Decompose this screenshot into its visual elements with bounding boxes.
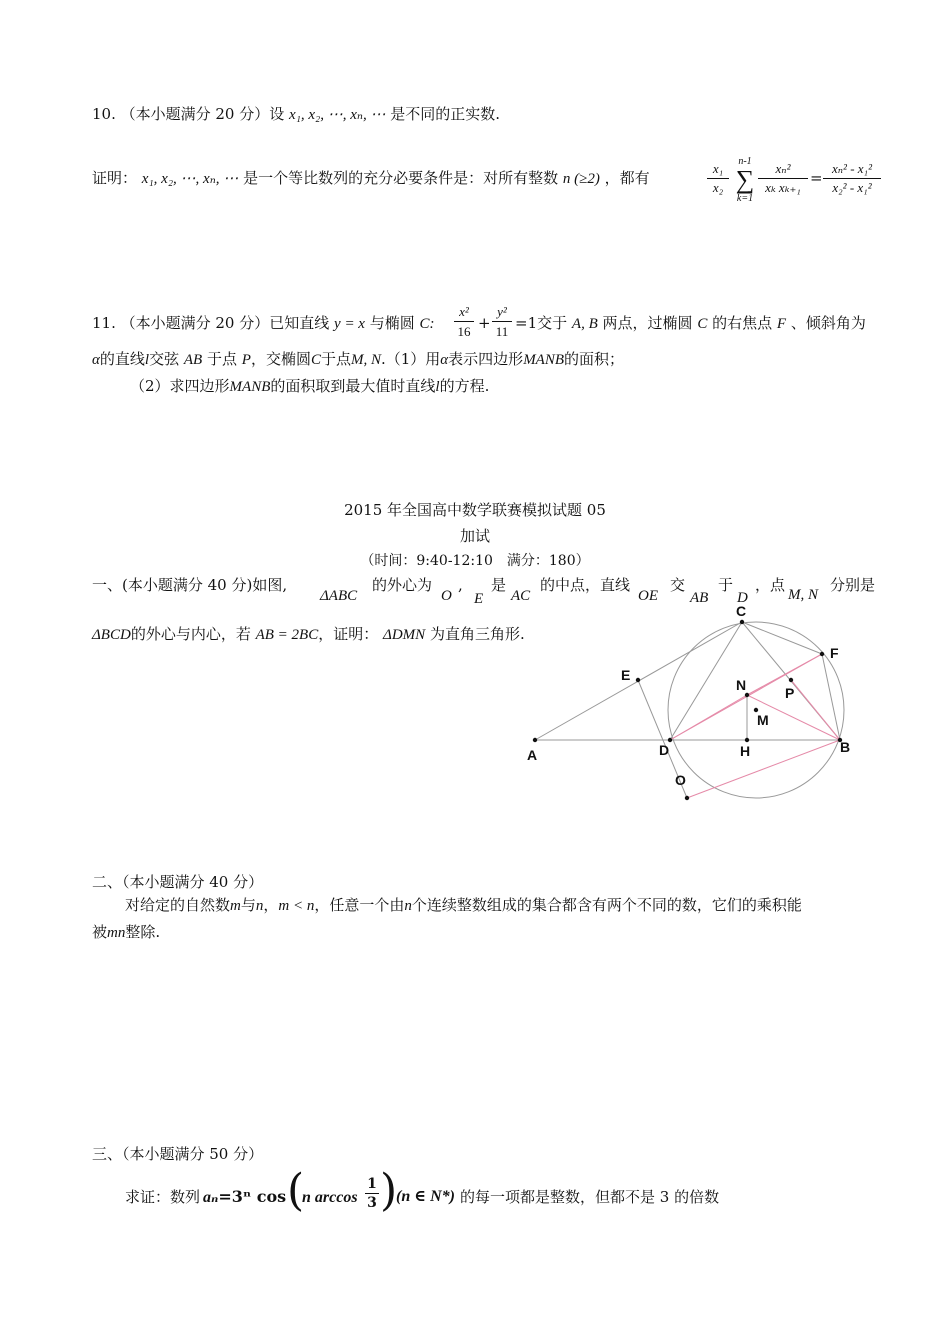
point-f [820, 652, 824, 656]
p1-MN: M, N [788, 587, 818, 603]
p3-tail: 的每一项都是整数，但都不是 3 的倍数 [460, 1188, 720, 1206]
q10-line2: 证明： x₁, x₂, ⋯, xₙ, ⋯ 是一个等比数列的充分必要条件是：对所有整数 n (≥2) ，都有 [92, 169, 650, 187]
segment-fb [822, 654, 840, 740]
p1-E: E [474, 591, 484, 607]
label-p: P [785, 685, 795, 701]
p3-an-expr: aₙ=3ⁿ cos [203, 1187, 287, 1206]
p3-rparen: ) [380, 1165, 398, 1216]
label-e: E [621, 667, 631, 683]
p1-t3: 的中点，直线 [540, 576, 631, 594]
point-a [533, 738, 537, 742]
q11-line3: （2）求四边形MANB的面积取到最大值时直线l的方程. [130, 377, 490, 395]
label-a: A [527, 747, 538, 763]
point-n [745, 693, 749, 697]
point-e [636, 678, 640, 682]
p3-cond: (n ∈ N*) [396, 1188, 455, 1205]
p1-t5: 于 [718, 576, 734, 594]
label-h: H [740, 743, 751, 759]
q11-plus: + [478, 314, 491, 332]
label-o: O [675, 772, 686, 788]
p1-t7: 分别是 [830, 576, 876, 594]
p1-t1: 的外心为 [372, 576, 433, 594]
segment-cd [670, 622, 742, 740]
p1-comma: , [458, 576, 463, 594]
q10-frac-1: x₁ x₂ [707, 160, 729, 197]
exam-time: （时间：9:40-12:10 满分：180） [360, 553, 590, 569]
exam-title: 2015 年全国高中数学联赛模拟试题 05 [344, 501, 606, 519]
label-m: M [757, 712, 769, 728]
q11-line1: 11. （本小题满分 20 分）已知直线 y = x 与椭圆 C: [92, 314, 435, 332]
p1-OE: OE [638, 588, 658, 604]
label-c: C [736, 603, 747, 619]
p1-AC: AC [511, 588, 531, 604]
p1-AB: AB [690, 590, 709, 606]
point-p [789, 678, 793, 682]
q11-line1-rest: =1交于 A, B 两点，过椭圆 C 的右焦点 F 、倾斜角为 [515, 314, 866, 332]
exam-subtitle: 加试 [459, 527, 490, 545]
label-b: B [840, 739, 851, 755]
label-n: N [736, 677, 747, 693]
p1-D: D [737, 590, 748, 606]
p2-line2: 被mn整除. [92, 923, 161, 941]
p2-line1: 对给定的自然数m与n，m < n，任意一个由n个连续整数组成的集合都含有两个不同的数，它们的乘积能 [125, 896, 802, 914]
p3-lparen: ( [287, 1165, 305, 1216]
point-c [740, 620, 744, 624]
q10-line1: 10. （本小题满分 20 分）设 x₁, x₂, ⋯, xₙ, ⋯ 是不同的正实数. [92, 105, 501, 123]
q11-frac-x: x² 16 [454, 302, 474, 341]
p1-tri-abc: ΔABC [320, 588, 358, 604]
q11-line2: α的直线l交弦 AB 于点 P，交椭圆C于点M, N.（1）用α表示四边形MANB的面积； [92, 350, 625, 368]
p2-head: 二、（本小题满分 40 分） [92, 873, 264, 891]
point-h [745, 738, 749, 742]
p3-n-arccos: n arccos [302, 1189, 358, 1206]
segment-cf [742, 622, 822, 654]
p3-prove: 求证：数列 [125, 1188, 201, 1206]
p1-head: 一、(本小题满分 40 分)如图, [92, 576, 288, 594]
segment-pb [791, 680, 840, 740]
p1-t4: 交 [670, 576, 686, 594]
q10-frac-3: xₙ² - x₁² x₂² - x₁² [823, 160, 881, 197]
p3-frac: 1 3 [365, 1175, 379, 1212]
q10-equals: = [810, 169, 823, 187]
label-f: F [830, 645, 839, 661]
p3-head: 三、（本小题满分 50 分） [92, 1145, 264, 1163]
q10-sum: n-1 ∑ k=1 [735, 156, 755, 204]
q11-frac-y: y² 11 [492, 302, 512, 341]
p1-line2: ΔBCD的外心与内心，若 AB = 2BC，证明： ΔDMN 为直角三角形. [92, 625, 525, 643]
q10-frac-2: xₙ² xₖ xₖ₊₁ [758, 160, 808, 197]
point-o [685, 796, 689, 800]
label-d: D [659, 742, 670, 758]
p1-O: O [441, 588, 452, 604]
p1-t6: ，点 [755, 576, 786, 594]
p1-t2: 是 [491, 576, 507, 594]
segment-ob [687, 740, 840, 798]
